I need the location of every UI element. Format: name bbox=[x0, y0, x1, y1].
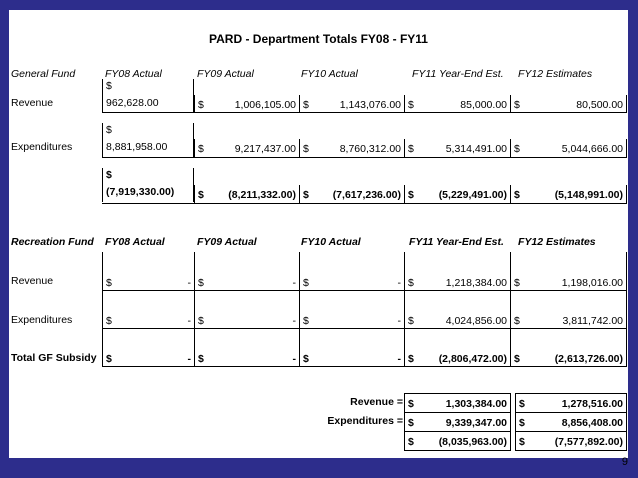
rf-revenue-fy10: $ - bbox=[299, 252, 405, 291]
gf-revenue-fy08: $ 962,628.00 bbox=[102, 79, 194, 113]
totals-expenditures-fy11: $ 9,339,347.00 bbox=[404, 412, 511, 431]
gf-revenue-fy11: $ 85,000.00 bbox=[404, 95, 511, 113]
rf-subsidy-fy11: $ (2,806,472.00) bbox=[404, 329, 511, 367]
gf-revenue-fy12: $ 80,500.00 bbox=[510, 95, 627, 113]
rf-expenditures-fy08: $ - bbox=[102, 291, 195, 329]
rf-subsidy-fy09: $ - bbox=[194, 329, 300, 367]
gf-header-fy08: FY08 Actual bbox=[105, 68, 162, 80]
totals-divider bbox=[404, 450, 511, 451]
rf-revenue-fy12: $ 1,198,016.00 bbox=[510, 252, 627, 291]
rf-row-label-subsidy: Total GF Subsidy bbox=[11, 352, 97, 364]
gf-revenue-fy10: $ 1,143,076.00 bbox=[299, 95, 405, 113]
gf-row-label-revenue: Revenue bbox=[11, 97, 54, 109]
rf-expenditures-fy10: $ - bbox=[299, 291, 405, 329]
gf-expenditures-fy10: $ 8,760,312.00 bbox=[299, 139, 405, 157]
rf-header-fy08: FY08 Actual bbox=[105, 236, 165, 248]
gf-header-fy12: FY12 Estimates bbox=[518, 68, 593, 80]
gf-row-label-expenditures: Expenditures bbox=[11, 141, 73, 153]
totals-divider bbox=[515, 412, 627, 413]
gf-net-fy11: $ (5,229,491.00) bbox=[404, 185, 511, 203]
rf-revenue-fy11: $ 1,218,384.00 bbox=[404, 252, 511, 291]
page-number: 9 bbox=[621, 456, 628, 468]
gf-expenditures-fy09: $ 9,217,437.00 bbox=[194, 139, 300, 157]
rf-revenue-fy09: $ - bbox=[194, 252, 300, 291]
totals-divider bbox=[515, 450, 627, 451]
gf-header-label: General Fund bbox=[11, 68, 76, 80]
rf-expenditures-fy09: $ - bbox=[194, 291, 300, 329]
page-title: PARD - Department Totals FY08 - FY11 bbox=[209, 32, 428, 46]
gf-net-fy08: $ (7,919,330.00) bbox=[102, 168, 194, 202]
rf-subsidy-fy12: $ (2,613,726.00) bbox=[510, 329, 627, 367]
rf-header-fy12: FY12 Estimates bbox=[518, 236, 596, 248]
gf-expenditures-fy08: $ 8,881,958.00 bbox=[102, 123, 194, 157]
totals-net-fy11: $ (8,035,963.00) bbox=[404, 431, 511, 450]
totals-divider bbox=[404, 393, 511, 394]
gf-header-fy09: FY09 Actual bbox=[197, 68, 254, 80]
totals-divider bbox=[515, 431, 627, 432]
gf-expenditures-fy11: $ 5,314,491.00 bbox=[404, 139, 511, 157]
gf-revenue-fy09: $ 1,006,105.00 bbox=[194, 95, 300, 113]
totals-revenue-fy12: $ 1,278,516.00 bbox=[515, 393, 627, 412]
rf-row-label-revenue: Revenue bbox=[11, 275, 54, 287]
rf-header-fy11: FY11 Year-End Est. bbox=[409, 236, 504, 248]
gf-row-divider bbox=[102, 203, 627, 204]
rf-subsidy-fy08: $ - bbox=[102, 329, 195, 367]
gf-row-divider bbox=[102, 157, 627, 158]
gf-net-fy09: $ (8,211,332.00) bbox=[194, 185, 300, 203]
gf-row-divider bbox=[102, 112, 627, 113]
totals-divider bbox=[515, 393, 627, 394]
rf-revenue-fy08: $ - bbox=[102, 252, 195, 291]
totals-net-fy12: $ (7,577,892.00) bbox=[515, 431, 627, 450]
totals-divider bbox=[404, 412, 511, 413]
totals-label-revenue: Revenue = bbox=[350, 396, 403, 408]
gf-header-fy11: FY11 Year-End Est. bbox=[412, 68, 504, 80]
rf-row-label-expenditures: Expenditures bbox=[11, 314, 73, 326]
rf-subsidy-fy10: $ - bbox=[299, 329, 405, 367]
rf-header-fy09: FY09 Actual bbox=[197, 236, 257, 248]
gf-net-fy12: $ (5,148,991.00) bbox=[510, 185, 627, 203]
rf-expenditures-fy12: $ 3,811,742.00 bbox=[510, 291, 627, 329]
totals-revenue-fy11: $ 1,303,384.00 bbox=[404, 393, 511, 412]
rf-header-label: Recreation Fund bbox=[11, 236, 94, 248]
spreadsheet-sheet bbox=[9, 10, 628, 458]
totals-label-expenditures: Expenditures = bbox=[327, 415, 403, 427]
rf-header-fy10: FY10 Actual bbox=[301, 236, 361, 248]
gf-net-fy10: $ (7,617,236.00) bbox=[299, 185, 405, 203]
rf-expenditures-fy11: $ 4,024,856.00 bbox=[404, 291, 511, 329]
rf-row-divider bbox=[102, 366, 627, 367]
gf-expenditures-fy12: $ 5,044,666.00 bbox=[510, 139, 627, 157]
totals-expenditures-fy12: $ 8,856,408.00 bbox=[515, 412, 627, 431]
gf-header-fy10: FY10 Actual bbox=[301, 68, 358, 80]
totals-divider bbox=[404, 431, 511, 432]
